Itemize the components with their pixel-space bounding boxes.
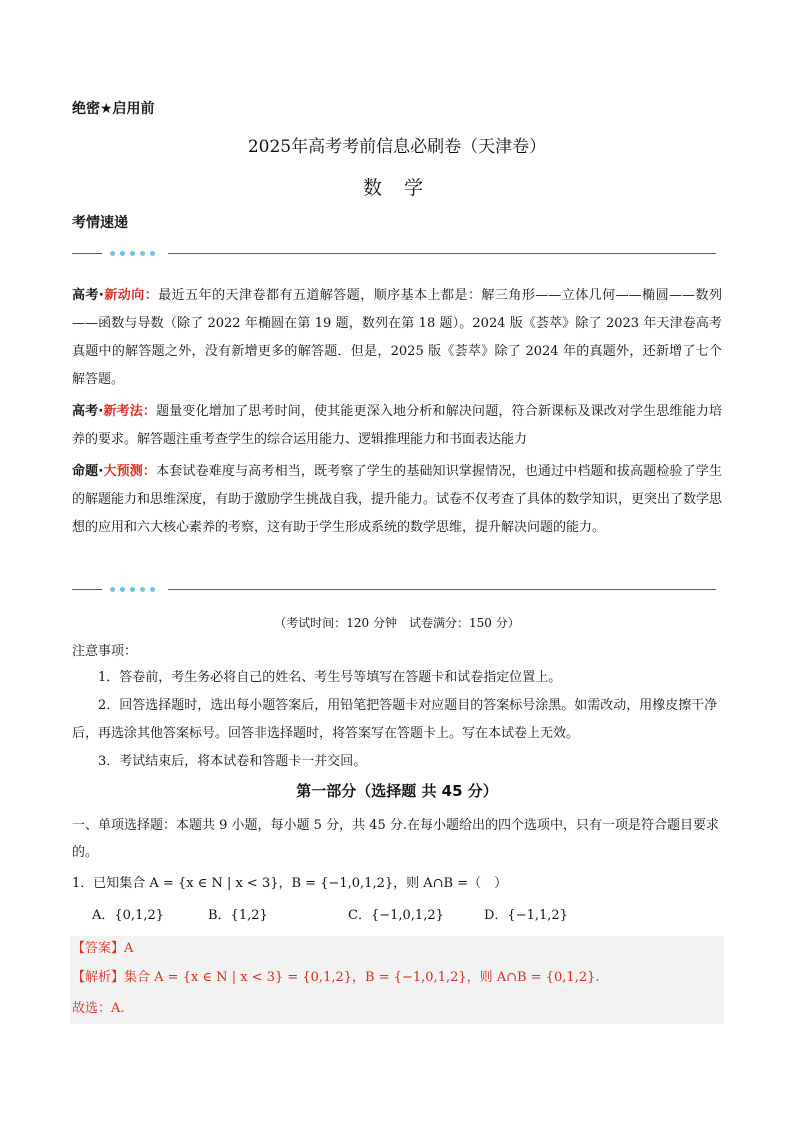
notice-item: 1．答卷前，考生务必将自己的姓名、考生号等填写在答题卡和试卷指定位置上。	[98, 670, 562, 685]
notice-item: 2．回答选择题时，选出每小题答案后，用铅笔把答题卡对应题目的答案标号涂黑。如需改动，用橡皮擦干净后，再选涂其他答案标号。回答非选择题时，将答案写在答题卡上。写在本试卷上无效。	[72, 698, 718, 741]
info-prediction: 命题·大预测：本套试卷难度与高考相当，既考察了学生的基础知识掌握情况，也通过中档题和拔高题检验了学生的解题能力和思维深度，有助于激励学生挑战自我，提升能力。试卷不仅考查了具体的数学知识，更突出了数学思想的应用和六大核心素养的考察，这有助于学生形成系统的数学思维，提升解决问题的能力。	[72, 464, 723, 535]
info-new-method: 高考·新考法：题量变化增加了思考时间，使其能更深入地分析和解决问题，符合新课标及课改对学生思维能力培养的要求。解答题注重考查学生的综合运用能力、逻辑推理能力和书面表达能力	[72, 404, 722, 447]
confidential-mark: 绝密★启用前	[72, 101, 155, 117]
paper-title: 2025年高考考前信息必刷卷（天津卷）	[247, 137, 547, 157]
option-c: C．{−1,0,1,2}	[348, 908, 444, 923]
divider-bottom	[72, 585, 716, 595]
analysis-line: 【解析】集合 A = {x ∈ N | x < 3} = {0,1,2}，B = {−1,0,1,2}，则 A∩B = {0,1,2}.	[72, 970, 600, 985]
option-a: A．{0,1,2}	[92, 908, 165, 923]
divider-top	[72, 249, 716, 259]
section-heading: 考情速递	[72, 215, 128, 231]
notice-list	[72, 664, 722, 776]
notice-title: 注意事项：	[72, 644, 138, 659]
answer-line: 【答案】A	[72, 941, 134, 956]
option-d: D．{−1,1,2}	[484, 908, 568, 923]
notice-item: 3．考试结束后，将本试卷和答题卡一并交回。	[98, 754, 367, 769]
option-b: B．{1,2}	[208, 908, 268, 923]
exam-time: （考试时间：120 分钟 试卷满分：150 分）	[274, 616, 520, 630]
part-title: 第一部分（选择题 共 45 分）	[296, 782, 498, 800]
info-new-direction: 高考·新动向：最近五年的天津卷都有五道解答题，顺序基本上都是：解三角形——立体几何——椭圆——数列——函数与导数（除了 2022 年椭圆在第 19 题，数列在第 18 题）。2024 版《荟萃》除了 2023 年天津卷高考真题中的解答题之外，没有新增更多的解答题．但是，2025 版《荟萃》除了 2024 年的真题外，还新增了七个解答题。	[72, 288, 722, 387]
question-intro: 一、单项选择题：本题共 9 小题，每小题 5 分，共 45 分.在每小题给出的四个选项中，只有一项是符合题目要求的。	[72, 818, 720, 860]
subject-title: 数 学	[362, 177, 432, 199]
choice-line: 故选：A.	[72, 1001, 125, 1016]
question-1-stem: 1．已知集合 A = {x ∈ N | x < 3}，B = {−1,0,1,2}，则 A∩B =（ ）	[72, 876, 508, 891]
question-1-options	[92, 904, 692, 926]
